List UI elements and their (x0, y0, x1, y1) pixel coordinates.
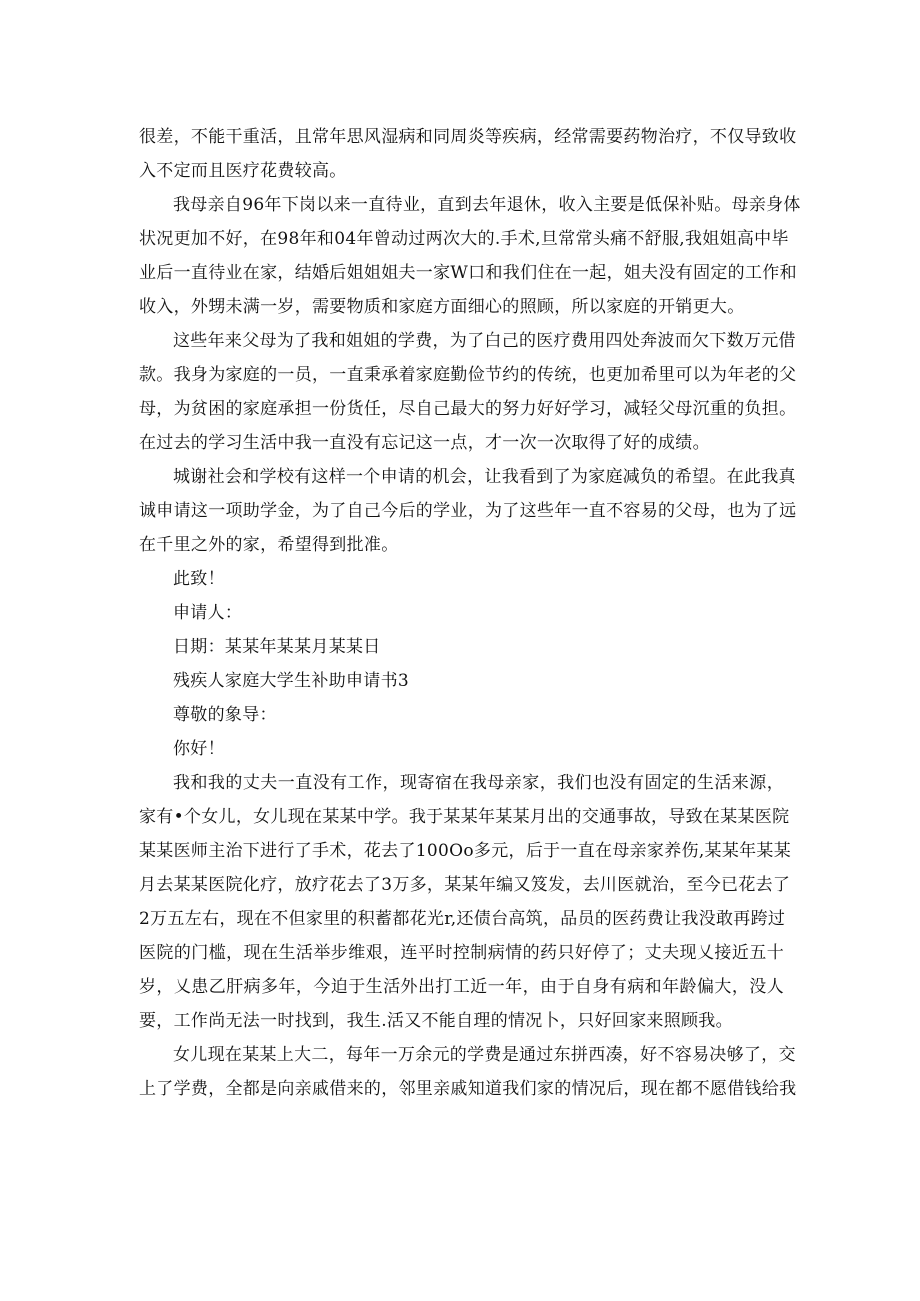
text-line: 日期：某某年某某月某某日 (173, 637, 381, 657)
text-line: 医院的门槛，现在生活举步维艰，连平时控制病情的药只好停了；丈夫现乂接近五十 (139, 943, 784, 963)
text-line: 尊敬的象导： (173, 705, 277, 725)
text-line: 上了学费，全都是向亲戚借来的，邻里亲戚知道我们家的情况后，现在都不愿借钱给我 (139, 1079, 797, 1099)
text-line: 入不定而且医疗花费较高。 (139, 161, 347, 181)
text-line: 月去某某医院化疗，放疗花去了3万多，某某年编又笈发，去川医就治，至今已花去了 (139, 875, 791, 895)
text-line: 你好！ (173, 739, 225, 759)
text-line: 女儿现在某某上大二，每年一万余元的学费是通过东拼西凑，好不容易决够了，交 (173, 1045, 796, 1065)
text-line: 在过去的学习生活中我一直没有忘记这一点，才一次一次取得了好的成绩。 (139, 433, 710, 453)
text-line: 我和我的丈夫一直没有工作，现寄宿在我母亲家，我们也没有固定的生活来源， (173, 773, 784, 793)
text-line: 岁，乂患乙肝病多年，今迫于生活外出打工近一年，由于自身有病和年龄偏大，没人 (139, 977, 784, 997)
text-line: 残疾人家庭大学生补助申请书3 (173, 671, 410, 691)
text-line: 申请人： (173, 603, 243, 623)
text-line: 家有•个女儿，女儿现在某某中学。我于某某年某某月出的交通事故，导致在某某医院 (139, 807, 790, 827)
text-line: 此致！ (173, 569, 225, 589)
text-line: 城谢社会和学校有这样一个申请的机会，让我看到了为家庭减负的希望。在此我真 (173, 467, 796, 487)
text-line: 款。我身为家庭的一员，一直秉承着家庭勤俭节约的传统，也更加希里可以为年老的父 (139, 365, 797, 385)
document-body (139, 120, 801, 1106)
text-line: 这些年来父母为了我和姐姐的学费，为了白己的医疗费用四处奔波而欠下数万元借 (173, 331, 796, 351)
text-line: 在千里之外的家，希望得到批准。 (139, 535, 399, 555)
text-line: 母，为贫困的家庭承担一份货任，尽自己最大的努力好好学习，减轻父母沉重的负担。 (139, 399, 797, 419)
text-line: 很差，不能干重活，且常年思风湿病和同周炎等疾病，经常需要药物治疗，不仅导致收 (139, 127, 797, 147)
text-line: 诚申请这一项助学金，为了自己今后的学业，为了这些年一直不容易的父母，也为了远 (139, 501, 797, 521)
text-line: 状况更加不好，在98年和04年曾动过两次大的.手术,旦常常头痛不舒服,我姐姐高中毕 (139, 229, 789, 249)
text-line: 某某医师主治下进行了手术，花去了100Oo多元，后于一直在母亲家养伤,某某年某某 (139, 841, 792, 861)
text-line: 业后一直待业在家，结婚后姐姐姐夫一家W口和我们住在一起，姐夫没有固定的工作和 (139, 263, 797, 283)
text-line: 我母亲自96年下岗以来一直待业，直到去年退休，收入主要是低保补贴。母亲身体 (173, 195, 801, 215)
text-line: 要，工作尚无法一时找到，我生.活又不能自理的情况卜，只好回家来照顾我。 (139, 1011, 733, 1031)
text-line: 收入，外甥未满一岁，需要物质和家庭方面细心的照顾，所以家庭的开销更大。 (139, 297, 745, 317)
text-line: 2万五左右，现在不但家里的积蓄都花光r,还债台高筑，品员的医药费让我没敢再跨过 (139, 909, 786, 929)
